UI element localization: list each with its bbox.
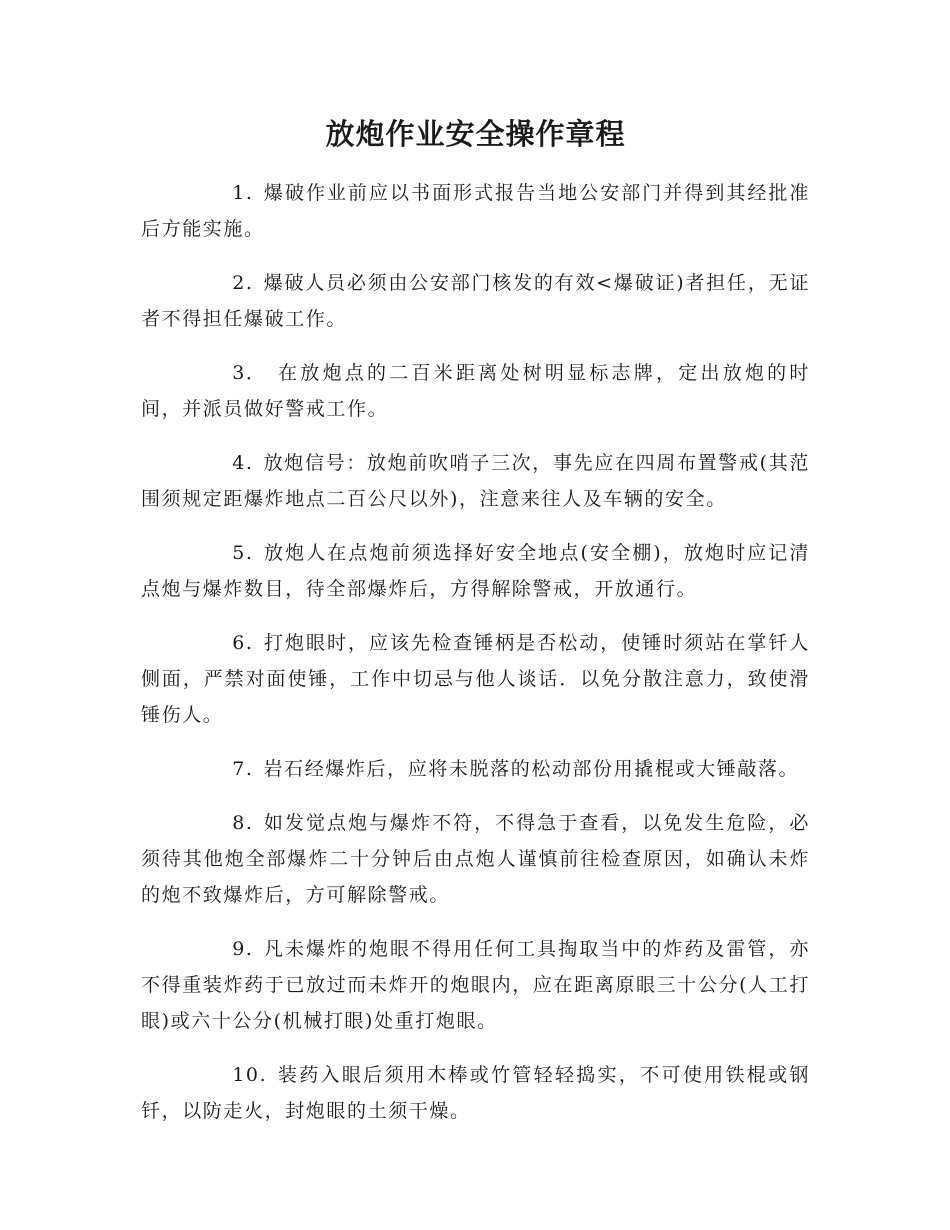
rule-list <box>141 175 810 1129</box>
rule-text: 爆破作业前应以书面形式报告当地公安部门并得到其经批准后方能实施。 <box>141 182 810 240</box>
rule-text: 如发觉点炮与爆炸不符，不得急于查看，以免发生危险，必须待其他炮全部爆炸二十分钟后由点炮人谨慎前往检查原因，如确认未炸的炮不致爆炸后，方可解除警戒。 <box>141 812 810 906</box>
rule-number: 7. <box>232 758 254 780</box>
rule-item-1 <box>141 175 810 247</box>
rule-number: 10. <box>232 1064 268 1086</box>
rule-item-9 <box>141 931 810 1039</box>
rule-text: 放炮人在点炮前须选择好安全地点(安全棚)，放炮时应记清点炮与爆炸数目，待全部爆炸后，方得解除警戒，开放通行。 <box>141 542 810 600</box>
rule-number: 9. <box>232 938 254 960</box>
rule-item-3 <box>141 355 810 427</box>
rule-text: 装药入眼后须用木棒或竹管轻轻捣实，不可使用铁棍或钢钎，以防走火，封炮眼的土须干燥。 <box>141 1064 810 1122</box>
rule-number: 5. <box>232 542 254 564</box>
rule-number: 1. <box>232 182 254 204</box>
rule-item-7 <box>141 751 810 787</box>
rule-item-4 <box>141 445 810 517</box>
rule-item-2 <box>141 265 810 337</box>
rule-text: 打炮眼时，应该先检查锤柄是否松动，使锤时须站在掌钎人侧面，严禁对面使锤，工作中切忌与他人谈话．以免分散注意力，致使滑锤伤人。 <box>141 632 810 726</box>
rule-text: 岩石经爆炸后，应将未脱落的松动部份用撬棍或大锤敲落。 <box>263 758 800 780</box>
rule-text: 在放炮点的二百米距离处树明显标志牌，定出放炮的时间，并派员做好警戒工作。 <box>141 362 810 420</box>
rule-text: 爆破人员必须由公安部门核发的有效<爆破证)者担任，无证者不得担任爆破工作。 <box>141 272 810 330</box>
rule-item-10 <box>141 1057 810 1129</box>
rule-number: 6. <box>232 632 254 654</box>
rule-item-8 <box>141 805 810 913</box>
rule-text: 凡未爆炸的炮眼不得用任何工具掏取当中的炸药及雷管，亦不得重装炸药于已放过而未炸开的炮眼内，应在距离原眼三十公分(人工打眼)或六十公分(机械打眼)处重打炮眼。 <box>141 938 810 1032</box>
rule-number: 3． <box>232 362 267 384</box>
document-title: 放炮作业安全操作章程 <box>325 117 626 151</box>
rule-number: 2. <box>232 272 254 294</box>
rule-number: 4. <box>232 452 254 474</box>
rule-item-6 <box>141 625 810 733</box>
rule-item-5 <box>141 535 810 607</box>
rule-text: 放炮信号：放炮前吹哨子三次，事先应在四周布置警戒(其范围须规定距爆炸地点二百公尺以外)，注意来往人及车辆的安全。 <box>141 452 810 510</box>
rule-number: 8. <box>232 812 254 834</box>
